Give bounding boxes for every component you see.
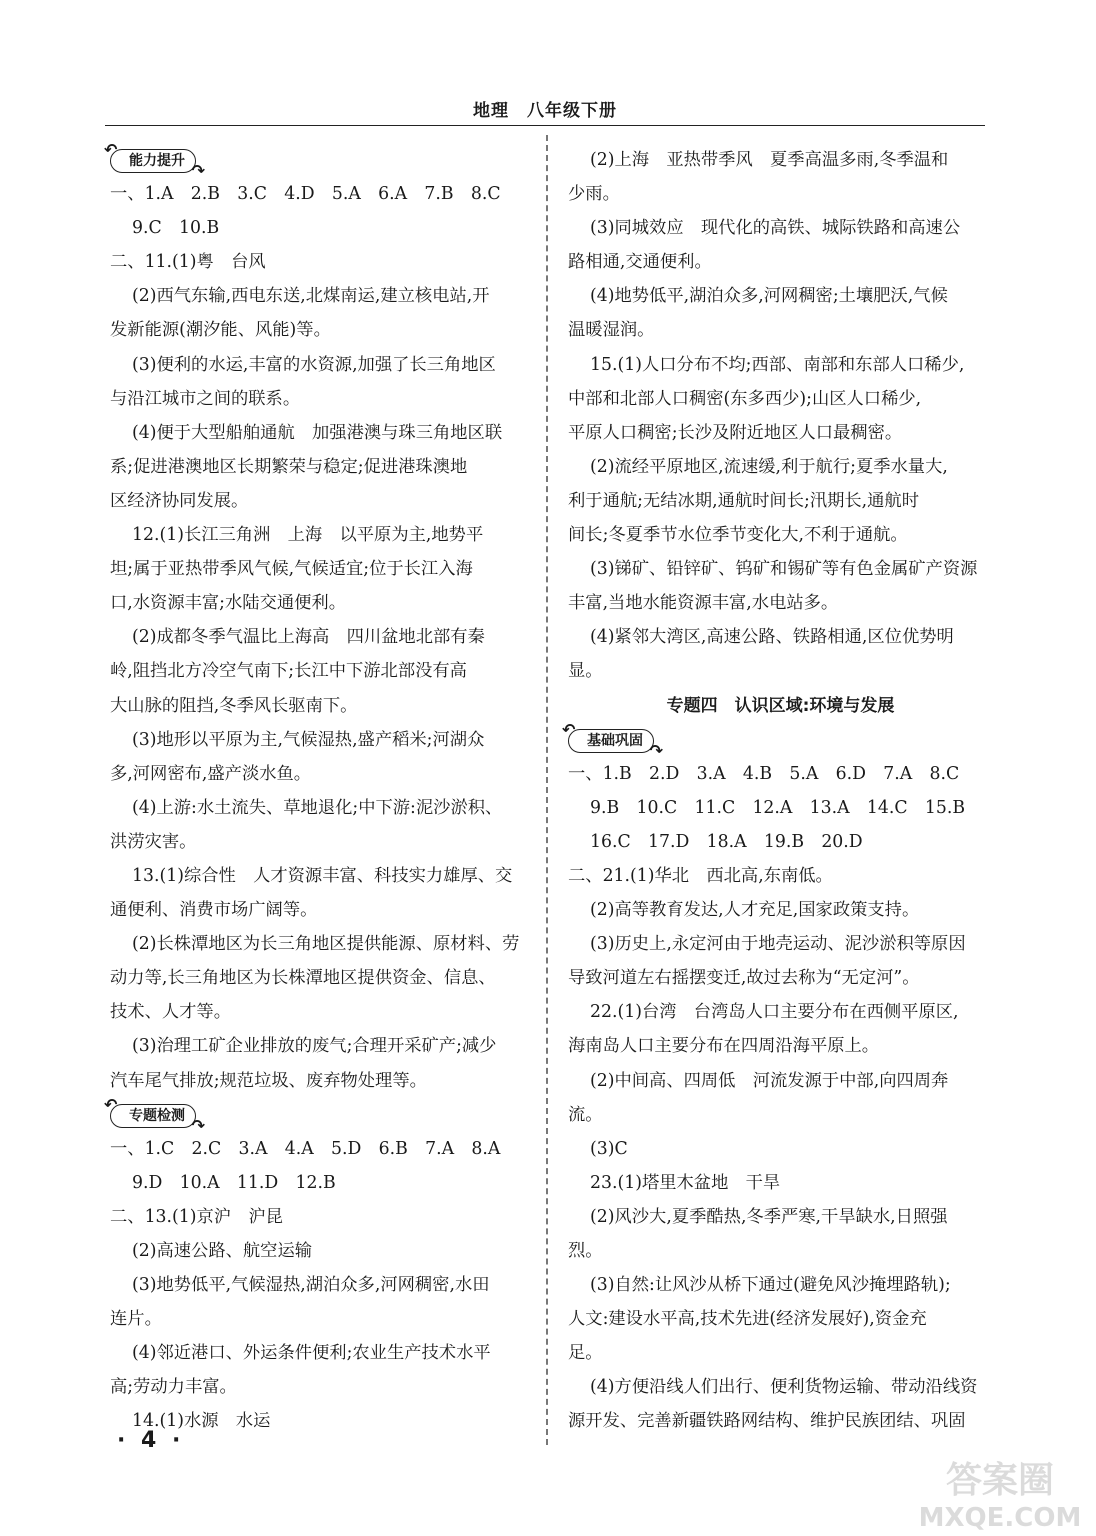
- answer-line: 多,河网密布,盛产淡水鱼。: [110, 763, 312, 784]
- badge-text: 专题检测: [129, 1107, 185, 1124]
- answer-line: 12.(1)长江三角洲 上海 以平原为主,地势平: [132, 525, 484, 546]
- answer-line: 9.B 10.C 11.C 12.A 13.A 14.C 15.B: [590, 797, 966, 818]
- answer-line: (3)C: [590, 1138, 628, 1159]
- answer-line: 15.(1)人口分布不均;西部、南部和东部人口稀少,: [590, 354, 965, 375]
- answer-line: 9.D 10.A 11.D 12.B: [132, 1172, 336, 1193]
- answer-line: 与沿江城市之间的联系。: [110, 388, 301, 409]
- answer-line: 区经济协同发展。: [110, 490, 249, 511]
- answer-line: 少雨。: [568, 184, 620, 205]
- answer-line: (2)长株潭地区为长三角地区提供能源、原材料、劳: [132, 934, 520, 955]
- answer-line: 流。: [568, 1104, 603, 1125]
- badge-label: [104, 140, 205, 180]
- answer-line: 利于通航;无结冰期,通航时间长;汛期长,通航时: [568, 490, 919, 511]
- answer-line: (3)地形以平原为主,气候湿热,盛产稻米;河湖众: [132, 729, 485, 750]
- answer-line: 人文:建设水平高,技术先进(经济发展好),资金充: [568, 1309, 927, 1330]
- answer-line: (4)紧邻大湾区,高速公路、铁路相通,区位优势明: [590, 627, 954, 648]
- curl-right-icon: ↷: [191, 1115, 205, 1135]
- answer-line: 一、1.C 2.C 3.A 4.A 5.D 6.B 7.A 8.A: [110, 1138, 501, 1159]
- answer-line: (4)地势低平,湖泊众多,河网稠密;土壤肥沃,气候: [590, 286, 948, 307]
- answer-line: 显。: [568, 661, 603, 682]
- answer-line: 烈。: [568, 1241, 603, 1261]
- answer-line: 平原人口稠密;长沙及附近地区人口最稠密。: [568, 422, 903, 443]
- badge-text: 基础巩固: [587, 732, 643, 749]
- answer-line: (2)中间高、四周低 河流发源于中部,向四周奔: [590, 1070, 949, 1091]
- answer-line: 口,水资源丰富;水陆交通便利。: [110, 593, 346, 614]
- header-rule: [105, 125, 985, 126]
- answer-line: (3)治理工矿企业排放的废气;合理开采矿产;减少: [132, 1036, 497, 1057]
- answer-line: 16.C 17.D 18.A 19.B 20.D: [590, 831, 863, 852]
- answer-line: 大山脉的阻挡,冬季风长驱南下。: [110, 695, 358, 716]
- answer-line: 坦;属于亚热带季风气候,气候适宜;位于长江入海: [110, 559, 473, 580]
- badge-text: 能力提升: [129, 153, 185, 169]
- section-badge: [104, 1094, 535, 1135]
- answer-line: 源开发、完善新疆铁路网结构、维护民族团结、巩固: [568, 1411, 966, 1432]
- answer-line: 一、1.B 2.D 3.A 4.B 5.A 6.D 7.A 8.C: [568, 763, 960, 784]
- answer-line: (4)上游:水土流失、草地退化;中下游:泥沙淤积、: [132, 797, 503, 818]
- answer-line: (3)自然:让风沙从桥下通过(避免风沙掩埋路轨);: [590, 1275, 951, 1296]
- answer-line: (3)地势低平,气候湿热,湖泊众多,河网稠密,水田: [132, 1275, 490, 1296]
- answer-line: 足。: [568, 1343, 603, 1364]
- page-number: · 4 ·: [117, 1428, 185, 1453]
- curl-left-icon: ↶: [562, 719, 576, 739]
- answer-line: (3)锑矿、铅锌矿、钨矿和锡矿等有色金属矿产资源: [590, 559, 978, 580]
- answer-line: 13.(1)综合性 人才资源丰富、科技实力雄厚、交: [132, 865, 513, 886]
- answer-line: (3)便利的水运,丰富的水资源,加强了长三角地区: [132, 354, 496, 375]
- answer-line: 海南岛人口主要分布在四周沿海平原上。: [568, 1036, 880, 1057]
- left-column: [104, 140, 535, 1439]
- answer-line: 一、1.A 2.B 3.C 4.D 5.A 6.A 7.B 8.C: [110, 184, 501, 205]
- answer-line: (2)上海 亚热带季风 夏季高温多雨,冬季温和: [590, 150, 949, 170]
- answer-line: (2)流经平原地区,流速缓,利于航行;夏季水量大,: [590, 456, 948, 477]
- answer-line: 导致河道左右摇摆变迁,故过去称为“无定河”。: [568, 968, 920, 989]
- answer-line: 二、13.(1)京沪 沪昆: [110, 1206, 283, 1227]
- answer-line: 丰富,当地水能资源丰富,水电站多。: [568, 593, 839, 614]
- answer-line: (2)风沙大,夏季酷热,冬季严寒,干旱缺水,日照强: [590, 1206, 948, 1227]
- answer-line: 岭,阻挡北方冷空气南下;长江中下游北部没有高: [110, 661, 467, 682]
- answer-line: 动力等,长三角地区为长株潭地区提供资金、信息、: [110, 968, 496, 989]
- section-badge: [562, 719, 993, 760]
- column-divider: [546, 135, 548, 1445]
- answer-line: (4)方便沿线人们出行、便利货物运输、带动沿线资: [590, 1377, 978, 1398]
- answer-line: 温暖湿润。: [568, 320, 655, 341]
- answer-line: (3)历史上,永定河由于地壳运动、泥沙淤积等原因: [590, 934, 966, 955]
- badge-container: [562, 719, 663, 760]
- answer-line: 技术、人才等。: [110, 1002, 231, 1023]
- right-column: [562, 143, 993, 1439]
- watermark-line1: 答案圈: [945, 1460, 1055, 1501]
- answer-line: 间长;冬夏季节水位季节变化大,不利于通航。: [568, 525, 908, 546]
- answer-line: 14.(1)水源 水运: [132, 1411, 271, 1432]
- answer-line: 汽车尾气排放;规范垃圾、废弃物处理等。: [110, 1070, 427, 1091]
- section-badge: [104, 140, 535, 180]
- answer-line: (2)西气东输,西电东送,北煤南运,建立核电站,开: [132, 286, 490, 307]
- answer-line: (2)高速公路、航空运输: [132, 1241, 313, 1261]
- answer-line: (2)高等教育发达,人才充足,国家政策支持。: [590, 900, 920, 921]
- answer-line: 通便利、消费市场广阔等。: [110, 900, 318, 921]
- answer-line: (4)便于大型船舶通航 加强港澳与珠三角地区联: [132, 422, 503, 443]
- page-header-title: 地理 八年级下册: [473, 101, 617, 121]
- answer-line: 连片。: [110, 1309, 162, 1330]
- answer-line: 9.C 10.B: [132, 218, 220, 239]
- answer-line: 中部和北部人口稠密(东多西少);山区人口稀少,: [568, 388, 922, 409]
- watermark-logo: [912, 1452, 1088, 1532]
- curl-left-icon: ↶: [104, 140, 118, 159]
- answer-line: 二、21.(1)华北 西北高,东南低。: [568, 865, 833, 886]
- answer-line: (2)成都冬季气温比上海高 四川盆地北部有秦: [132, 627, 485, 648]
- answer-line: 高;劳动力丰富。: [110, 1377, 237, 1398]
- curl-left-icon: ↶: [104, 1094, 118, 1114]
- curl-right-icon: ↷: [649, 740, 663, 760]
- answer-line: 22.(1)台湾 台湾岛人口主要分布在西侧平原区,: [590, 1002, 959, 1023]
- answer-line: (4)邻近港口、外运条件便利;农业生产技术水平: [132, 1343, 491, 1364]
- answer-line: 路相通,交通便利。: [568, 252, 712, 273]
- answer-line: 23.(1)塔里木盆地 干旱: [590, 1172, 781, 1193]
- answer-line: 系;促进港澳地区长期繁荣与稳定;促进港珠澳地: [110, 456, 468, 477]
- badge-label: [104, 1094, 205, 1135]
- badge-label: [562, 719, 663, 760]
- answer-line: 二、11.(1)粤 台风: [110, 252, 266, 273]
- watermark-line2: MXQE.COM: [918, 1503, 1082, 1532]
- answer-line: (3)同城效应 现代化的高铁、城际铁路和高速公: [590, 218, 961, 239]
- badge-container: [104, 140, 205, 180]
- answer-line: 洪涝灾害。: [110, 831, 197, 852]
- curl-right-icon: ↷: [191, 161, 205, 180]
- badge-container: [104, 1094, 205, 1135]
- section-title: 专题四 认识区域:环境与发展: [666, 695, 895, 716]
- answer-line: 发新能源(潮汐能、风能)等。: [110, 320, 331, 341]
